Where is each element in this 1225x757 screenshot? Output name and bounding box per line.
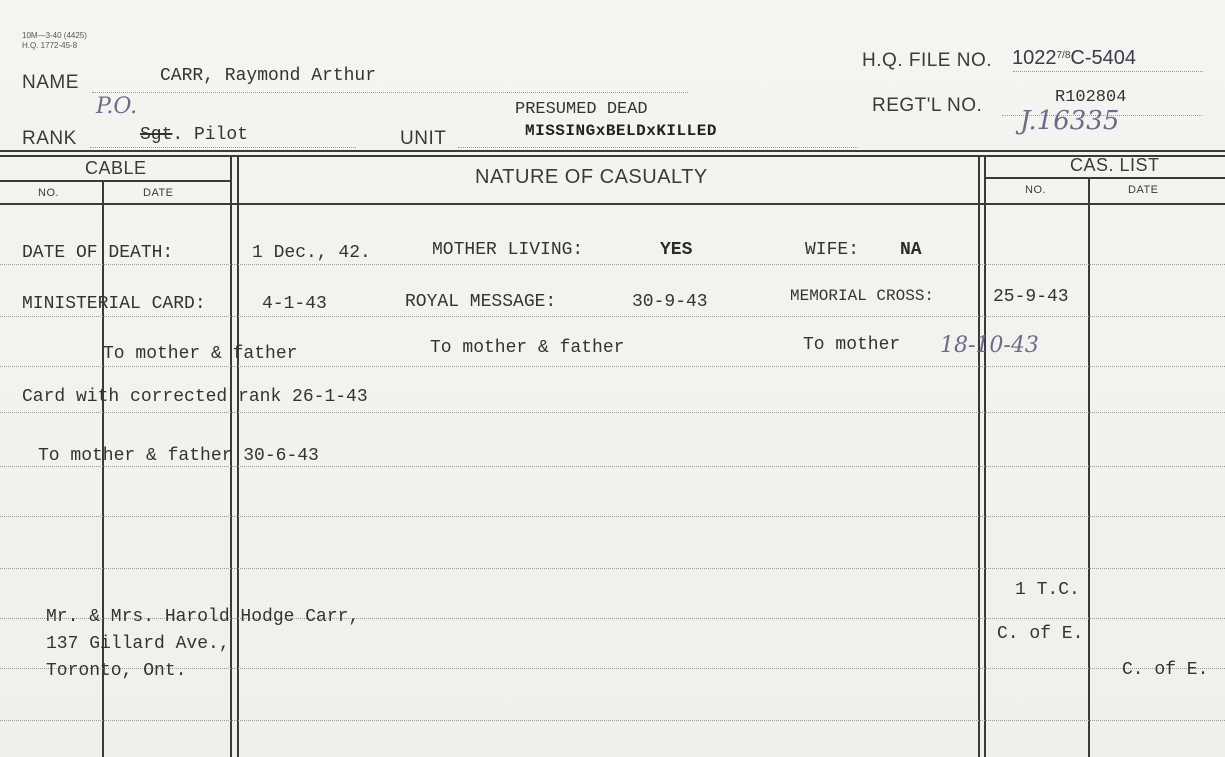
royal-message-value: 30-9-43 xyxy=(632,292,708,312)
cas-no-label: NO. xyxy=(1025,184,1047,196)
rank-struck: Sgt xyxy=(140,125,173,145)
row-line-7 xyxy=(0,568,1225,569)
cas-sub-line xyxy=(985,177,1225,179)
hq-file-dotline xyxy=(1013,71,1203,72)
unit-label: UNIT xyxy=(400,128,447,149)
unit-status: PRESUMED DEAD xyxy=(515,100,648,119)
unit-struck: MISSINGxBELDxKILLED xyxy=(525,122,717,140)
date-of-death-label: DATE OF DEATH: xyxy=(22,243,174,263)
unit-dotline xyxy=(458,147,858,148)
rank-handwritten: P.O. xyxy=(96,94,138,119)
row-line-1 xyxy=(0,264,1225,265)
cable-label: CABLE xyxy=(85,158,147,178)
address-line-3: Toronto, Ont. xyxy=(46,661,187,681)
rank-label: RANK xyxy=(22,128,77,149)
address-line-1: Mr. & Mrs. Harold Hodge Carr, xyxy=(46,607,360,627)
nature-right-border xyxy=(978,155,980,757)
address-line-2: 137 Gillard Ave., xyxy=(46,634,230,654)
header-bottom-line xyxy=(0,203,1225,205)
to-mother: To mother xyxy=(803,335,901,355)
row-line-3 xyxy=(0,366,1225,367)
hq-file-label: H.Q. FILE NO. xyxy=(862,50,993,71)
cas-list-label: CAS. LIST xyxy=(1070,155,1160,175)
cable-date-label: DATE xyxy=(143,187,174,199)
cas-left-border xyxy=(984,155,986,757)
row-line-4 xyxy=(0,412,1225,413)
row-line-6 xyxy=(0,516,1225,517)
royal-message-label: ROYAL MESSAGE: xyxy=(405,292,557,312)
cas-date-label: DATE xyxy=(1128,184,1159,196)
date-of-death-value: 1 Dec., 42. xyxy=(252,243,371,263)
hq-file-number: $1022^{7/8}C-5404$ xyxy=(1012,47,1137,69)
ministerial-card-label: MINISTERIAL CARD: xyxy=(22,294,206,314)
cas-c-of-e-2: C. of E. xyxy=(1122,660,1209,680)
name-label: NAME xyxy=(22,72,79,93)
card-corrected-rank: Card with corrected rank 26-1-43 xyxy=(22,387,368,407)
memorial-cross-value: 25-9-43 xyxy=(993,287,1069,307)
to-mother-father-1: To mother & father xyxy=(103,344,298,364)
mother-living-value: YES xyxy=(660,240,693,260)
to-mother-father-2: To mother & father xyxy=(430,338,625,358)
wife-value: NA xyxy=(900,240,922,260)
cas-tc: 1 T.C. xyxy=(1015,580,1080,600)
wife-label: WIFE: xyxy=(805,240,860,260)
rank-value: Sgt. Pilot xyxy=(140,125,249,145)
row-line-2 xyxy=(0,316,1225,317)
row-line-10 xyxy=(0,720,1225,721)
name-value: CARR, Raymond Arthur xyxy=(160,66,377,86)
table-top-line xyxy=(0,150,1225,152)
memorial-cross-label: MEMORIAL CROSS: xyxy=(790,287,935,305)
regtl-number: R102804 xyxy=(1055,88,1127,107)
regtl-label: REGT'L NO. xyxy=(872,95,983,116)
print-code-2: H.Q. 1772-45-8 xyxy=(22,41,78,50)
nature-label: NATURE OF CASUALTY xyxy=(475,166,708,188)
name-dotline xyxy=(92,92,688,93)
ministerial-card-value: 4-1-43 xyxy=(262,294,327,314)
to-mother-father-3: To mother & father 30-6-43 xyxy=(38,446,319,466)
to-mother-handwritten-date: 18-10-43 xyxy=(940,333,1039,358)
cable-sub-line xyxy=(0,180,232,182)
mother-living-label: MOTHER LIVING: xyxy=(432,240,584,260)
table-top-line-2 xyxy=(0,155,1225,157)
cable-no-label: NO. xyxy=(38,187,60,199)
rank-dotline xyxy=(90,147,356,148)
row-line-5 xyxy=(0,466,1225,467)
cas-c-of-e-1: C. of E. xyxy=(997,624,1084,644)
regtl-handwritten: J.16335 xyxy=(1020,106,1120,136)
print-code-1: 10M—3-40 (4425) xyxy=(22,31,87,40)
